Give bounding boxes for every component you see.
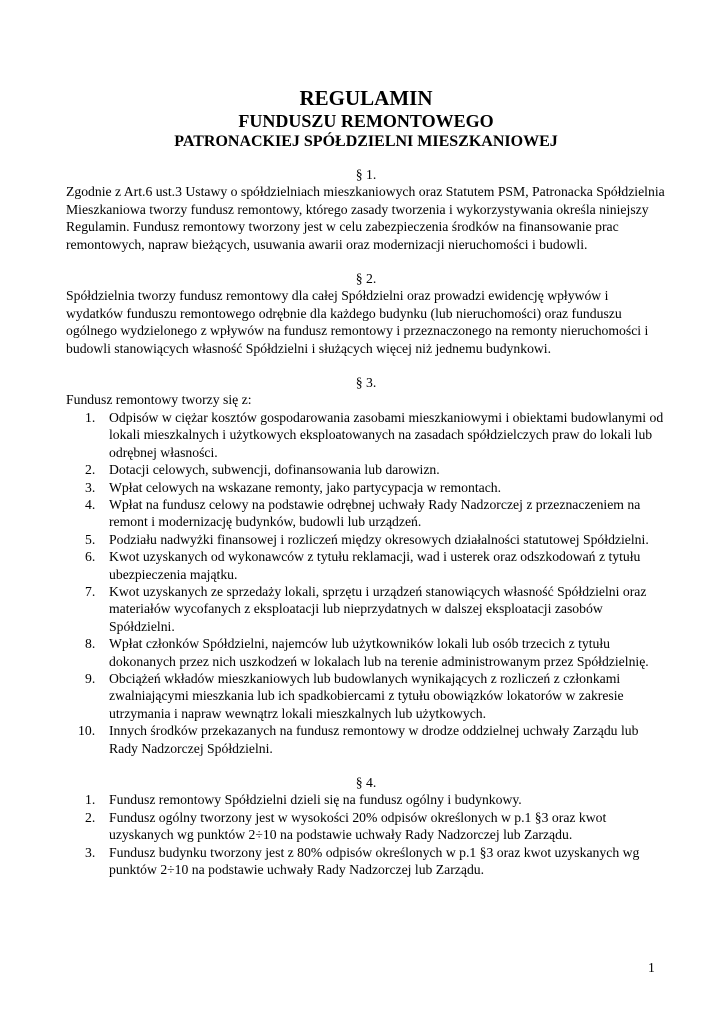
list-item-number: 6. — [85, 549, 96, 565]
section-heading: § 4. — [355, 775, 377, 790]
section-heading: § 3. — [355, 375, 377, 391]
list-item — [66, 844, 666, 879]
section-heading: § 2. — [355, 271, 377, 287]
list-item-number: 3. — [85, 844, 96, 860]
list-item — [66, 461, 666, 478]
list-item — [66, 635, 666, 670]
page-number: 1 — [648, 960, 655, 975]
section-3 — [66, 374, 666, 757]
list-item-text: Odpisów w ciężar kosztów gospodarowania zasobami mieszkaniowymi i obiektami budowlanymi od lokali mieszkalnych i użytkowych eksploatowanych na zasadach spółdzielczych praw do lokali lub odrębnej własności. — [109, 409, 664, 460]
section-1 — [66, 166, 666, 253]
list-item-text: Fundusz remontowy Spółdzielni dzieli się na fundusz ogólny i budynkowy. — [109, 792, 522, 808]
section-intro: Fundusz remontowy tworzy się z: — [66, 392, 252, 408]
numbered-list — [66, 409, 666, 757]
list-item — [66, 791, 666, 808]
list-item-number: 8. — [85, 636, 96, 652]
numbered-list — [66, 791, 666, 878]
list-item — [66, 722, 666, 757]
list-item-text: Wpłat na fundusz celowy na podstawie odrębnej uchwały Rady Nadzorczej z przeznaczeniem na remont i modernizację budynków, budowli lub urządzeń. — [109, 496, 641, 530]
section-2 — [66, 270, 666, 357]
list-item-text: Wpłat celowych na wskazane remonty, jako partycypacja w remontach. — [109, 479, 502, 495]
list-item-number: 1. — [85, 792, 96, 808]
list-item — [66, 809, 666, 844]
document-organization: PATRONACKIEJ SPÓŁDZIELNI MIESZKANIOWEJ — [174, 133, 558, 150]
document-body — [66, 86, 666, 878]
list-item-number: 9. — [85, 670, 96, 686]
list-item-number: 3. — [85, 479, 96, 495]
document-subtitle: FUNDUSZU REMONTOWEGO — [238, 111, 494, 131]
list-item-text: Wpłat członków Spółdzielni, najemców lub użytkowników lokali lub osób trzecich z tytułu dokonanych przez nich uszkodzeń w lokalach lub na terenie administrowanym przez Spółdzielnię. — [109, 636, 649, 669]
list-item — [66, 479, 666, 496]
list-item-text: Obciążeń wkładów mieszkaniowych lub budowlanych wynikających z rozliczeń z członkami zwalniającymi mieszkania lub ich spadkobiercami z tytułu obowiązków lokatorów w zakresie utrzymania i napraw wewnątrz lokali mieszkalnych lub użytkowych. — [109, 670, 624, 721]
list-item-number: 4. — [85, 496, 96, 512]
list-item-number: 5. — [85, 531, 96, 547]
list-item-text: Kwot uzyskanych od wykonawców z tytułu reklamacji, wad i usterek oraz odszkodowań z tytułu ubezpieczenia majątku. — [109, 549, 641, 582]
document-title: REGULAMIN — [299, 86, 433, 110]
list-item-text: Innych środków przekazanych na fundusz remontowy w drodze oddzielnej uchwały Zarządu lub Rady Nadzorczej Spółdzielni. — [109, 723, 639, 756]
list-item-text: Kwot uzyskanych ze sprzedaży lokali, sprzętu i urządzeń stanowiących własność Spółdzielni oraz materiałów wycofanych z eksploatacji lub nieprzydatnych w dalszej eksploatacji zasobów Spółdzielni. — [109, 583, 647, 634]
section-paragraph: Spółdzielnia tworzy fundusz remontowy dla całej Spółdzielni oraz prowadzi ewidencję wpływów i wydatków funduszu remontowego odrębnie dla każdego budynku (lub nieruchomości) oraz funduszu ogólnego wydzielonego z wpływów na fundusz remontowy i przeznaczonego na remonty nieruchomości i budowli stanowiących własność Spółdzielni i służących więcej niż jednemu budynkowi. — [66, 288, 649, 356]
section-heading: § 1. — [355, 167, 377, 182]
list-item — [66, 670, 666, 722]
list-item-text: Fundusz budynku tworzony jest z 80% odpisów określonych w p.1 §3 oraz kwot uzyskanych wg punktów 2÷10 na podstawie uchwały Rady Nadzorczej lub Zarządu. — [109, 844, 640, 878]
list-item — [66, 548, 666, 583]
list-item — [66, 496, 666, 531]
list-item-number: 10. — [78, 723, 96, 739]
list-item-text: Dotacji celowych, subwencji, dofinansowania lub darowizn. — [109, 462, 440, 478]
list-item-text: Fundusz ogólny tworzony jest w wysokości 20% odpisów określonych w p.1 §3 oraz kwot uzyskanych wg punktów 2÷10 na podstawie uchwały Rady Nadzorczej lub Zarządu. — [109, 809, 607, 843]
list-item — [66, 409, 666, 461]
section-paragraph: Zgodnie z Art.6 ust.3 Ustawy o spółdzielniach mieszkaniowych oraz Statutem PSM, Patronacka Spółdzielnia Mieszkaniowa tworzy fundusz remontowy, którego zasady tworzenia i wykorzystywania określa niniejszy Regulamin. Fundusz remontowy tworzony jest w celu zabezpieczenia środków na finansowanie prac remontowych, napraw bieżących, usuwania awarii oraz modernizacji nieruchomości i budowli. — [66, 184, 665, 252]
list-item-number: 2. — [85, 809, 96, 825]
list-item — [66, 583, 666, 635]
list-item — [66, 531, 666, 548]
section-4 — [66, 774, 666, 878]
list-item-number: 7. — [85, 583, 96, 599]
list-item-text: Podziału nadwyżki finansowej i rozliczeń między okresowych działalności statutowej Spółdzielni. — [109, 531, 649, 547]
list-item-number: 1. — [85, 409, 96, 425]
list-item-number: 2. — [85, 462, 96, 478]
